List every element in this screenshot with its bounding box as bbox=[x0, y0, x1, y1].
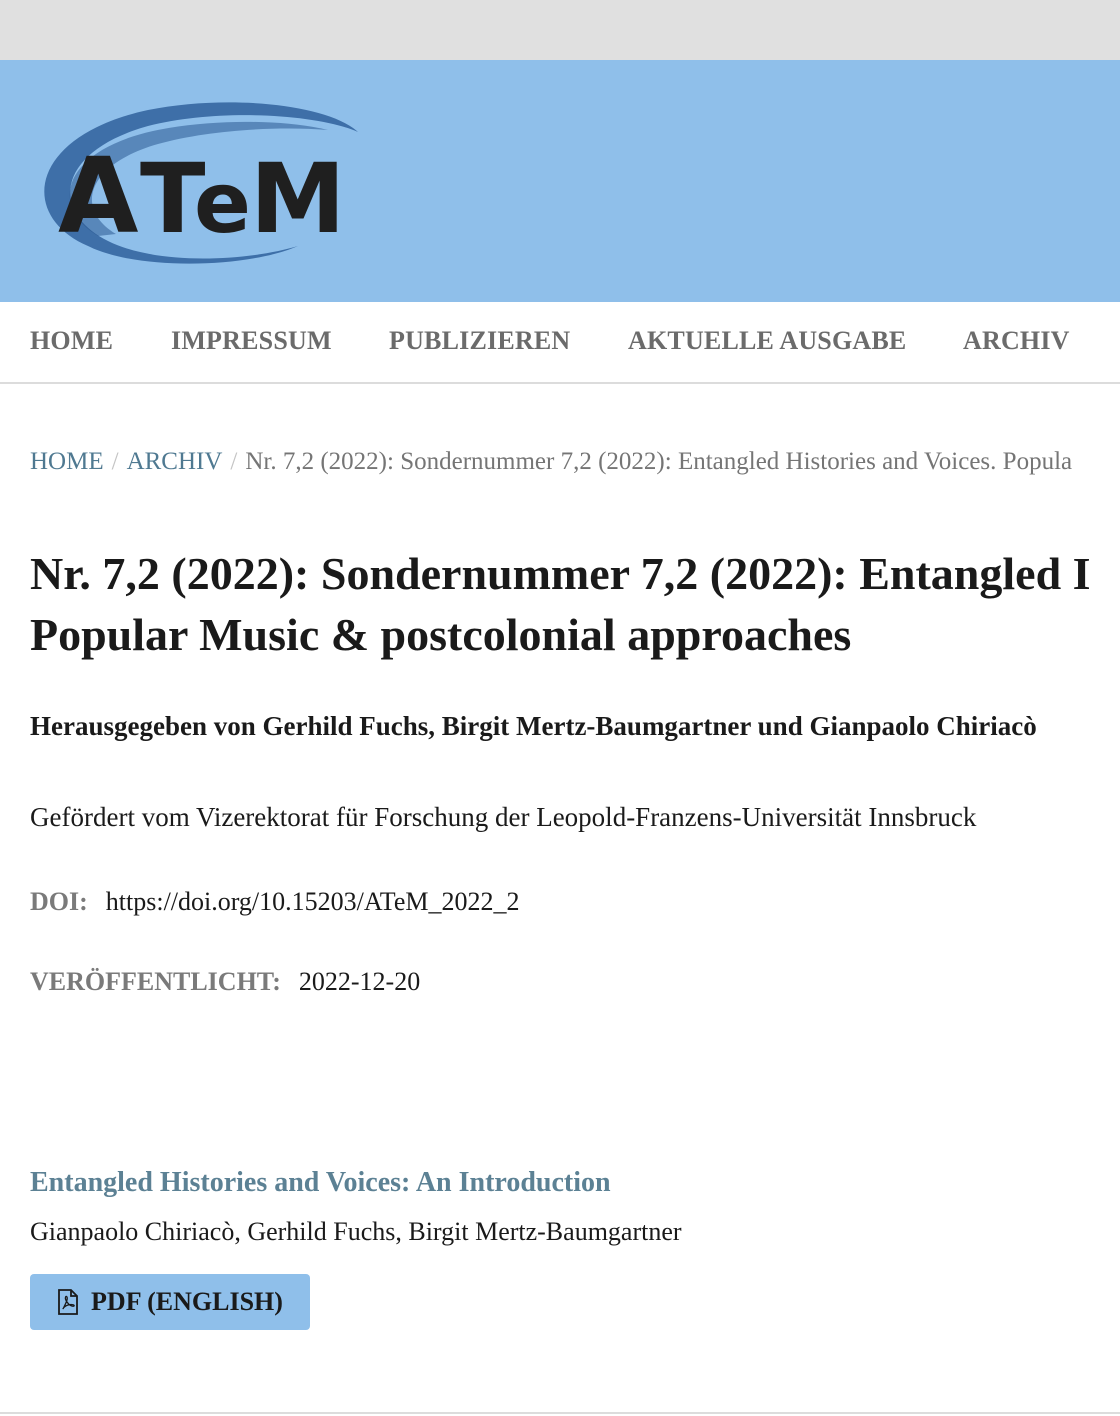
article-authors: Gianpaolo Chiriacò, Gerhild Fuchs, Birgit Mertz-Baumgartner bbox=[30, 1217, 682, 1246]
site-header bbox=[0, 60, 1120, 302]
svg-text:e: e bbox=[194, 154, 251, 252]
article-title-link[interactable]: Entangled Histories and Voices: An Introduction bbox=[30, 1167, 611, 1198]
nav-item-aktuelle-ausgabe[interactable]: AKTUELLE AUSGABE bbox=[628, 326, 907, 355]
issue-editors: Herausgegeben von Gerhild Fuchs, Birgit Mertz-Baumgartner und Gianpaolo Chiriacò bbox=[30, 711, 1037, 741]
nav-item-home[interactable]: HOME bbox=[30, 326, 114, 355]
svg-text:A: A bbox=[58, 135, 133, 257]
breadcrumb-home-link[interactable]: HOME bbox=[30, 448, 104, 475]
published-label: VERÖFFENTLICHT: bbox=[30, 967, 281, 996]
nav-item-publizieren[interactable]: PUBLIZIEREN bbox=[389, 326, 571, 355]
published-date: 2022-12-20 bbox=[298, 967, 421, 996]
breadcrumb bbox=[30, 448, 1120, 476]
breadcrumb-archive-link[interactable]: ARCHIV bbox=[126, 448, 223, 475]
pdf-english-button[interactable] bbox=[30, 1274, 310, 1330]
page-title-line-1: Nr. 7,2 (2022): Sondernummer 7,2 (2022): Entangled I bbox=[30, 548, 1091, 599]
doi-row bbox=[30, 887, 520, 917]
breadcrumb-separator: / bbox=[111, 448, 119, 475]
issue-funding-note: Gefördert vom Vizerektorat für Forschung der Leopold-Franzens-Universität Innsbruck bbox=[30, 802, 977, 832]
nav-item-impressum[interactable]: IMPRESSUM bbox=[171, 326, 332, 355]
published-row bbox=[30, 967, 420, 997]
pdf-file-icon bbox=[57, 1289, 79, 1315]
section-divider bbox=[0, 1412, 1120, 1414]
nav-item-archiv[interactable]: ARCHIV bbox=[963, 326, 1070, 355]
atem-logo-icon bbox=[28, 96, 368, 266]
svg-text:M: M bbox=[250, 143, 346, 255]
main-navigation bbox=[0, 302, 1120, 384]
browser-top-strip bbox=[0, 0, 1120, 60]
pdf-button-label: PDF (ENGLISH) bbox=[91, 1287, 283, 1316]
doi-link[interactable]: https://doi.org/10.15203/ATeM_2022_2 bbox=[105, 887, 520, 916]
svg-text:T: T bbox=[140, 143, 202, 255]
breadcrumb-current: Nr. 7,2 (2022): Sondernummer 7,2 (2022): Entangled Histories and Voices. Popula bbox=[245, 448, 1073, 475]
site-logo[interactable] bbox=[28, 96, 368, 266]
doi-label: DOI: bbox=[30, 887, 88, 916]
page-title-line-2: Popular Music & postcolonial approaches bbox=[30, 609, 852, 660]
page-title bbox=[30, 543, 1120, 665]
breadcrumb-separator: / bbox=[230, 448, 238, 475]
